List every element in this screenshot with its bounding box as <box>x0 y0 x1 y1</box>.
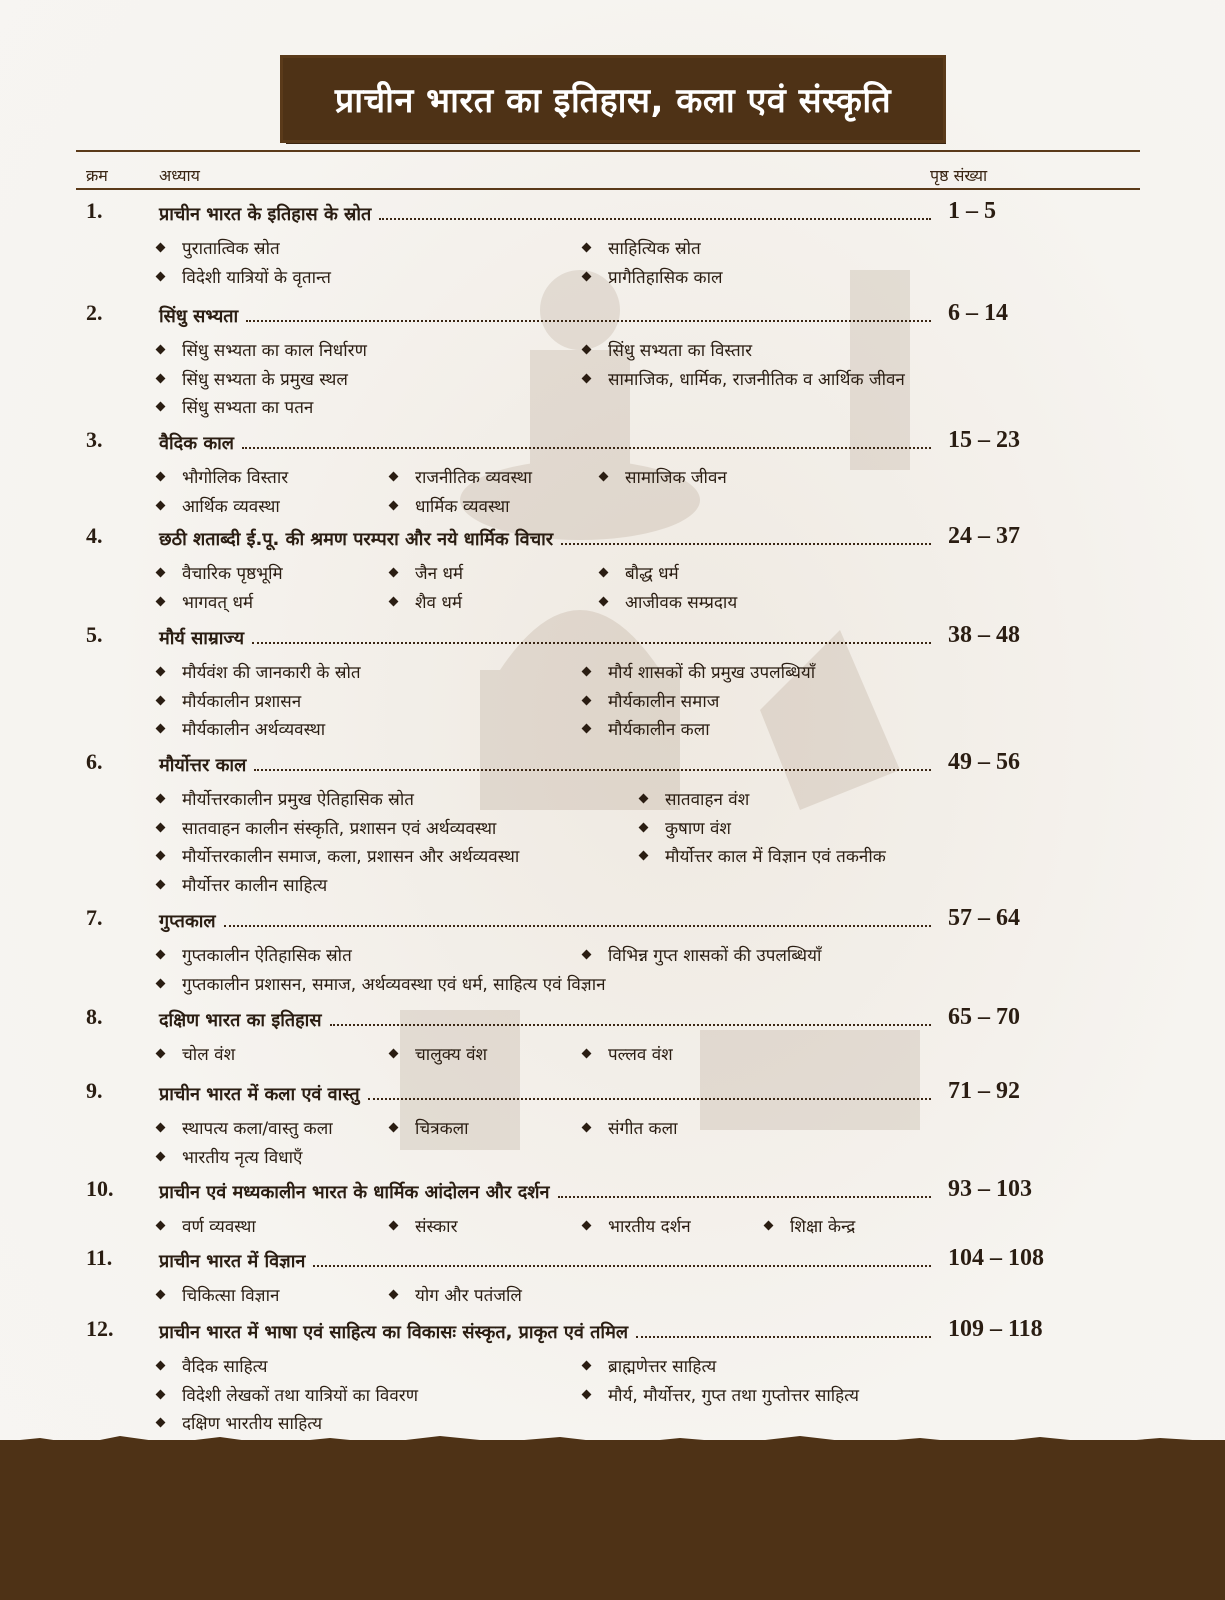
chapter-title: प्राचीन भारत में कला एवं वास्तु <box>159 1084 360 1105</box>
chapter-title: दक्षिण भारत का इतिहास <box>159 1010 322 1031</box>
diamond-bullet-icon <box>389 1123 399 1133</box>
diamond-bullet-icon <box>599 596 609 606</box>
diamond-bullet-icon <box>156 271 166 281</box>
topic-item <box>157 395 313 418</box>
diamond-bullet-icon <box>156 1418 166 1428</box>
dot-leader <box>636 1336 931 1338</box>
topic-label: विदेशी लेखकों तथा यात्रियों का विवरण <box>182 1385 419 1406</box>
diamond-bullet-icon <box>582 345 592 355</box>
chapter-number: 1. <box>86 198 103 223</box>
diamond-bullet-icon <box>389 1049 399 1059</box>
chapter-pages: 71 – 92 <box>948 1078 1020 1104</box>
dot-leader <box>252 642 931 644</box>
chapter-title-line <box>159 751 935 777</box>
dot-leader <box>330 1024 931 1026</box>
dot-leader <box>224 925 931 927</box>
topic-label: मौर्योत्तर कालीन साहित्य <box>182 875 328 896</box>
chapter-number: 10. <box>86 1176 114 1201</box>
chapter-pages: 93 – 103 <box>948 1176 1032 1202</box>
topic-item <box>157 1383 418 1406</box>
diamond-bullet-icon <box>156 1123 166 1133</box>
chapter-number: 7. <box>86 905 103 930</box>
topic-item <box>583 943 821 966</box>
diamond-bullet-icon <box>156 822 166 832</box>
topic-label: पल्लव वंश <box>608 1045 673 1065</box>
chapter-title: सिंधु सभ्यता <box>159 306 239 327</box>
topic-label: जैन धर्म <box>415 564 464 584</box>
topic-item <box>390 1283 522 1306</box>
topic-item <box>157 873 327 896</box>
topic-label: सिंधु सभ्यता का पतन <box>182 398 314 418</box>
topic-label: सिंधु सभ्यता का काल निर्धारण <box>182 341 367 361</box>
topic-label: चोल वंश <box>182 1045 236 1065</box>
topic-label: ब्राह्मणेत्तर साहित्य <box>608 1357 717 1377</box>
chapter-title: गुप्तकाल <box>159 911 216 932</box>
chapter-title-line <box>159 429 935 455</box>
topic-item <box>390 494 510 517</box>
diamond-bullet-icon <box>639 851 649 861</box>
chapter-number: 12. <box>86 1316 114 1341</box>
topic-item <box>390 1214 458 1237</box>
chapter-title-line <box>159 1080 935 1106</box>
topic-item <box>157 816 496 839</box>
chapter-pages: 6 – 14 <box>948 300 1008 326</box>
diamond-bullet-icon <box>599 472 609 482</box>
dot-leader <box>254 769 931 771</box>
topic-item <box>390 590 462 613</box>
topic-item <box>583 689 719 712</box>
topic-label: मौर्यकालीन प्रशासन <box>182 691 302 712</box>
diamond-bullet-icon <box>156 500 166 510</box>
diamond-bullet-icon <box>156 724 166 734</box>
chapter-title-line <box>159 1178 935 1204</box>
topic-item <box>640 787 749 810</box>
topic-label: मौर्य शासकों की प्रमुख उपलब्धियाँ <box>608 663 816 683</box>
topic-label: मौर्यकालीन अर्थव्यवस्था <box>182 720 326 740</box>
topic-item <box>157 367 348 390</box>
topic-label: आजीवक सम्प्रदाय <box>625 592 738 613</box>
topic-label: वैचारिक पृष्ठभूमि <box>182 564 283 584</box>
topic-item <box>157 689 301 712</box>
diamond-bullet-icon <box>389 500 399 510</box>
diamond-bullet-icon <box>582 1049 592 1059</box>
chapter-number: 6. <box>86 749 103 774</box>
topic-item <box>157 717 325 740</box>
topic-item <box>600 561 679 584</box>
topic-label: वर्ण व्यवस्था <box>182 1217 256 1237</box>
topic-label: संगीत कला <box>608 1119 678 1139</box>
topic-item <box>157 1145 302 1168</box>
topic-label: प्रागैतिहासिक काल <box>608 267 723 288</box>
chapter-title: प्राचीन एवं मध्यकालीन भारत के धार्मिक आंदोलन और दर्शन <box>159 1182 550 1203</box>
topic-item <box>390 465 532 488</box>
chapter-number: 2. <box>86 300 103 325</box>
footer-band <box>0 1440 1225 1600</box>
topic-label: कुषाण वंश <box>665 818 731 839</box>
topic-item <box>157 561 283 584</box>
topic-item <box>157 1116 333 1139</box>
topic-item <box>157 494 280 517</box>
topic-label: विभिन्न गुप्त शासकों की उपलब्धियाँ <box>608 946 822 966</box>
chapter-title: छठी शताब्दी ई.पू. की श्रमण परम्परा और नये धार्मिक विचार <box>159 529 554 550</box>
page-title: प्राचीन भारत का इतिहास, कला एवं संस्कृति <box>334 81 892 121</box>
diamond-bullet-icon <box>156 978 166 988</box>
diamond-bullet-icon <box>156 851 166 861</box>
chapter-pages: 65 – 70 <box>948 1004 1020 1030</box>
topic-item <box>157 1042 235 1065</box>
diamond-bullet-icon <box>156 373 166 383</box>
dot-leader <box>379 218 931 220</box>
topic-item <box>157 1214 256 1237</box>
topic-label: सिंधु सभ्यता का विस्तार <box>608 341 753 361</box>
topic-item <box>583 1042 673 1065</box>
header-page: पृष्ठ संख्या <box>930 166 988 185</box>
topic-item <box>157 1354 267 1377</box>
topic-label: स्थापत्य कला/वास्तु कला <box>182 1119 333 1139</box>
topic-item <box>157 236 280 259</box>
topic-label: शिक्षा केन्द्र <box>790 1217 856 1237</box>
topic-label: साहित्यिक स्रोत <box>608 239 701 259</box>
diamond-bullet-icon <box>156 1290 166 1300</box>
topic-label: मौर्योत्तर काल में विज्ञान एवं तकनीक <box>665 847 886 867</box>
topic-label: गुप्तकालीन ऐतिहासिक स्रोत <box>182 946 352 966</box>
topic-label: मौर्योत्तरकालीन प्रमुख ऐतिहासिक स्रोत <box>182 790 414 810</box>
topic-item <box>390 1116 469 1139</box>
topic-label: मौर्योत्तरकालीन समाज, कला, प्रशासन और अर्थव्यवस्था <box>182 847 520 867</box>
topic-label: वैदिक साहित्य <box>182 1357 268 1377</box>
topic-label: सातवाहन कालीन संस्कृति, प्रशासन एवं अर्थव्यवस्था <box>182 818 497 839</box>
dot-leader <box>246 320 931 322</box>
dot-leader <box>313 1265 931 1267</box>
topic-item <box>157 943 352 966</box>
chapter-title-line <box>159 1318 935 1344</box>
chapter-pages: 57 – 64 <box>948 905 1020 931</box>
topic-item <box>583 338 752 361</box>
diamond-bullet-icon <box>156 1361 166 1371</box>
dot-leader <box>558 1196 931 1198</box>
diamond-bullet-icon <box>156 1389 166 1399</box>
topic-item <box>583 367 905 390</box>
diamond-bullet-icon <box>156 243 166 253</box>
topic-label: मौर्यकालीन समाज <box>608 691 720 712</box>
topic-label: राजनीतिक व्यवस्था <box>415 468 533 488</box>
diamond-bullet-icon <box>582 271 592 281</box>
diamond-bullet-icon <box>156 568 166 578</box>
chapter-pages: 15 – 23 <box>948 427 1020 453</box>
diamond-bullet-icon <box>639 822 649 832</box>
chapter-title: प्राचीन भारत में भाषा एवं साहित्य का विकासः संस्कृत, प्राकृत एवं तमिल <box>159 1322 629 1343</box>
diamond-bullet-icon <box>582 667 592 677</box>
topic-item <box>600 590 737 613</box>
chapter-number: 8. <box>86 1004 103 1029</box>
topic-label: मौर्य, मौर्योत्तर, गुप्त तथा गुप्तोत्तर साहित्य <box>608 1385 859 1406</box>
topic-item <box>583 236 701 259</box>
diamond-bullet-icon <box>156 596 166 606</box>
chapter-title: मौर्य साम्राज्य <box>159 628 245 649</box>
topic-label: योग और पतंजलि <box>415 1286 522 1306</box>
chapter-number: 9. <box>86 1078 103 1103</box>
diamond-bullet-icon <box>156 667 166 677</box>
diamond-bullet-icon <box>156 879 166 889</box>
diamond-bullet-icon <box>582 1123 592 1133</box>
chapter-number: 11. <box>86 1245 113 1270</box>
chapter-number: 5. <box>86 622 103 647</box>
topic-label: चालुक्य वंश <box>415 1045 488 1065</box>
diamond-bullet-icon <box>389 1221 399 1231</box>
diamond-bullet-icon <box>389 1290 399 1300</box>
topic-item <box>765 1214 855 1237</box>
topic-item <box>157 265 331 288</box>
topic-item <box>640 816 731 839</box>
topic-label: सामाजिक जीवन <box>625 468 727 488</box>
topic-item <box>583 1354 716 1377</box>
topic-item <box>157 465 288 488</box>
chapter-pages: 24 – 37 <box>948 523 1020 549</box>
topic-label: भागवत् धर्म <box>182 592 254 613</box>
topic-item <box>157 338 367 361</box>
topic-label: मौर्यकालीन कला <box>608 720 710 740</box>
diamond-bullet-icon <box>156 695 166 705</box>
diamond-bullet-icon <box>156 345 166 355</box>
topic-label: भारतीय नृत्य विधाएँ <box>182 1147 303 1168</box>
chapter-title-line <box>159 200 935 226</box>
diamond-bullet-icon <box>156 472 166 482</box>
chapter-title-line <box>159 1006 935 1032</box>
diamond-bullet-icon <box>582 724 592 734</box>
topic-item <box>600 465 727 488</box>
chapter-pages: 49 – 56 <box>948 749 1020 775</box>
topic-label: भारतीय दर्शन <box>608 1217 691 1237</box>
diamond-bullet-icon <box>599 568 609 578</box>
header-top-rule <box>76 150 1140 152</box>
diamond-bullet-icon <box>389 596 399 606</box>
topic-item <box>157 660 361 683</box>
diamond-bullet-icon <box>764 1221 774 1231</box>
chapter-title-line <box>159 302 935 328</box>
dot-leader <box>561 543 931 545</box>
topic-item <box>583 1383 859 1406</box>
chapter-number: 4. <box>86 523 103 548</box>
header-bottom-rule <box>76 188 1140 190</box>
diamond-bullet-icon <box>389 568 399 578</box>
chapter-title: मौर्योत्तर काल <box>159 755 247 776</box>
diamond-bullet-icon <box>156 1049 166 1059</box>
diamond-bullet-icon <box>582 373 592 383</box>
header-chapter: अध्याय <box>159 166 200 185</box>
diamond-bullet-icon <box>639 794 649 804</box>
topic-label: चिकित्सा विज्ञान <box>182 1286 280 1306</box>
topic-item <box>157 787 414 810</box>
topic-label: पुरातात्विक स्रोत <box>182 239 280 259</box>
topic-label: सामाजिक, धार्मिक, राजनीतिक व आर्थिक जीवन <box>608 369 905 390</box>
chapter-pages: 1 – 5 <box>948 198 996 224</box>
diamond-bullet-icon <box>156 1151 166 1161</box>
topic-label: विदेशी यात्रियों के वृतान्त <box>182 267 331 288</box>
topic-item <box>157 590 253 613</box>
topic-label: मौर्यवंश की जानकारी के स्रोत <box>182 663 361 683</box>
topic-item <box>640 844 886 867</box>
topic-label: गुप्तकालीन प्रशासन, समाज, अर्थव्यवस्था एवं धर्म, साहित्य एवं विज्ञान <box>182 974 606 995</box>
chapter-title-line <box>159 525 935 551</box>
diamond-bullet-icon <box>156 402 166 412</box>
chapter-pages: 109 – 118 <box>948 1316 1043 1342</box>
topic-item <box>583 717 710 740</box>
topic-label: आर्थिक व्यवस्था <box>182 496 280 517</box>
chapter-title: प्राचीन भारत के इतिहास के स्रोत <box>159 204 372 225</box>
chapter-title-line <box>159 1247 935 1273</box>
topic-item <box>390 561 463 584</box>
topic-label: धार्मिक व्यवस्था <box>415 496 510 517</box>
chapter-title: प्राचीन भारत में विज्ञान <box>159 1251 306 1272</box>
topic-item <box>583 1116 678 1139</box>
topic-label: संस्कार <box>415 1217 458 1237</box>
dot-leader <box>242 447 931 449</box>
diamond-bullet-icon <box>582 243 592 253</box>
chapter-pages: 104 – 108 <box>948 1245 1044 1271</box>
topic-item <box>390 1042 487 1065</box>
topic-item <box>157 844 519 867</box>
topic-item <box>583 265 723 288</box>
chapter-title: वैदिक काल <box>159 433 235 454</box>
topic-label: सातवाहन वंश <box>665 790 750 810</box>
diamond-bullet-icon <box>156 794 166 804</box>
chapter-pages: 38 – 48 <box>948 622 1020 648</box>
diamond-bullet-icon <box>582 950 592 960</box>
topic-label: चित्रकला <box>415 1119 469 1139</box>
topic-label: बौद्ध धर्म <box>625 564 679 584</box>
diamond-bullet-icon <box>156 950 166 960</box>
header-serial: क्रम <box>86 166 108 185</box>
diamond-bullet-icon <box>582 1361 592 1371</box>
diamond-bullet-icon <box>582 1221 592 1231</box>
topic-label: शैव धर्म <box>415 592 463 613</box>
topic-label: सिंधु सभ्यता के प्रमुख स्थल <box>182 369 348 390</box>
diamond-bullet-icon <box>389 472 399 482</box>
chapter-title-line <box>159 907 935 933</box>
topic-item <box>583 1214 691 1237</box>
page-title-banner <box>283 58 943 140</box>
topic-item <box>583 660 815 683</box>
topic-item <box>157 1283 279 1306</box>
topic-label: दक्षिण भारतीय साहित्य <box>182 1414 323 1434</box>
topic-item <box>157 972 606 995</box>
topic-label: भौगोलिक विस्तार <box>182 468 289 488</box>
diamond-bullet-icon <box>582 1389 592 1399</box>
diamond-bullet-icon <box>582 695 592 705</box>
chapter-title-line <box>159 624 935 650</box>
dot-leader <box>368 1098 931 1100</box>
chapter-number: 3. <box>86 427 103 452</box>
diamond-bullet-icon <box>156 1221 166 1231</box>
